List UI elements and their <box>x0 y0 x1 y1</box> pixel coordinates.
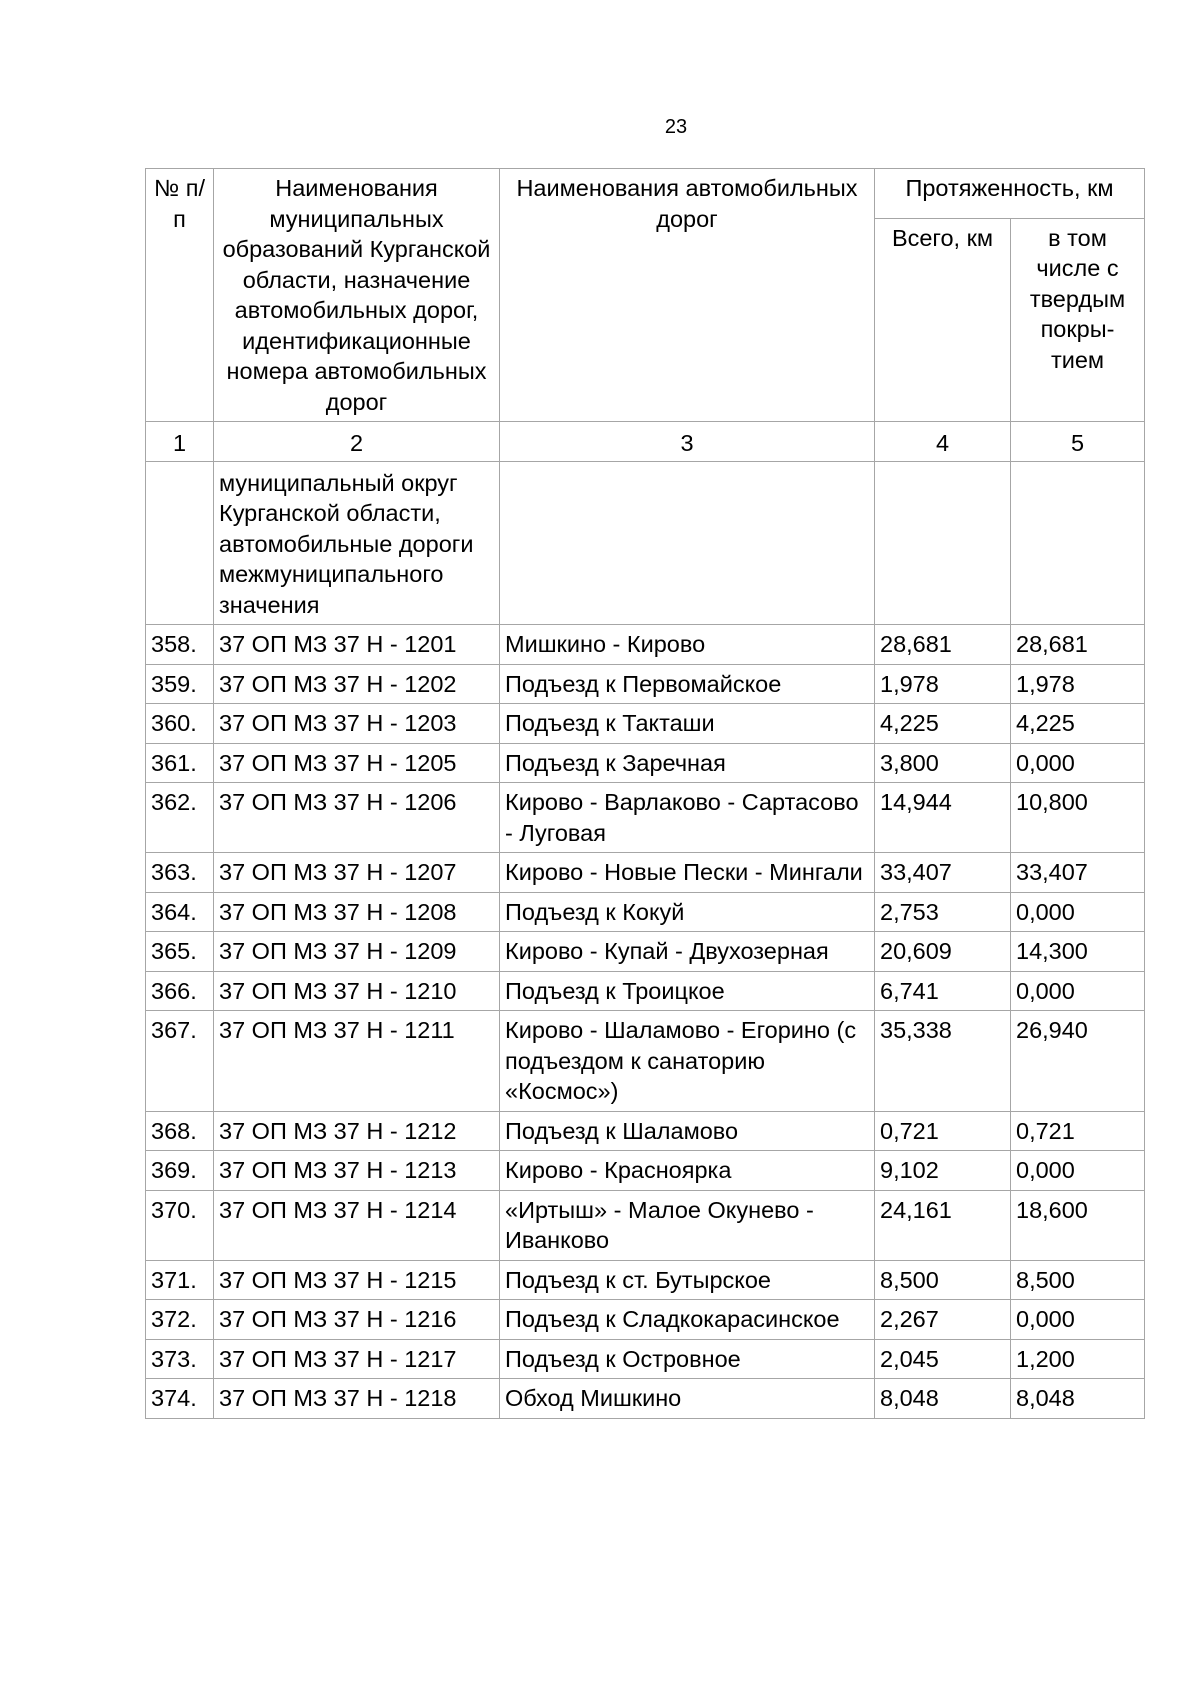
road-name: Кирово - Шаламово - Егорино (с подъездом к санаторию «Космос») <box>500 1011 875 1112</box>
row-number: 361. <box>146 743 214 783</box>
length-total: 20,609 <box>875 932 1011 972</box>
column-number: 5 <box>1011 422 1145 462</box>
section-row <box>146 461 1145 625</box>
road-name: Обход Мишкино <box>500 1379 875 1419</box>
row-number: 368. <box>146 1111 214 1151</box>
table-row <box>146 783 1145 853</box>
length-total: 1,978 <box>875 664 1011 704</box>
table-row <box>146 1011 1145 1112</box>
row-number: 360. <box>146 704 214 744</box>
length-hard-surface: 10,800 <box>1011 783 1145 853</box>
length-total: 9,102 <box>875 1151 1011 1191</box>
section-empty-cell <box>146 461 214 625</box>
table-row <box>146 664 1145 704</box>
length-total: 2,045 <box>875 1339 1011 1379</box>
table-row <box>146 1379 1145 1419</box>
length-hard-surface: 8,048 <box>1011 1379 1145 1419</box>
length-total: 2,267 <box>875 1300 1011 1340</box>
road-id: 37 ОП МЗ 37 Н - 1213 <box>214 1151 500 1191</box>
length-hard-surface: 1,200 <box>1011 1339 1145 1379</box>
header-road-names: Наименования автомобильных дорог <box>500 169 875 422</box>
length-total: 24,161 <box>875 1190 1011 1260</box>
roads-table <box>145 168 1145 1419</box>
road-name: Подъезд к Троицкое <box>500 971 875 1011</box>
row-number: 374. <box>146 1379 214 1419</box>
road-id: 37 ОП МЗ 37 Н - 1205 <box>214 743 500 783</box>
road-name: Кирово - Купай - Двухозерная <box>500 932 875 972</box>
length-hard-surface: 14,300 <box>1011 932 1145 972</box>
road-name: Подъезд к Сладкокарасинское <box>500 1300 875 1340</box>
section-label: муниципальный округ Курганской области, автомобильные дороги межмуниципального значения <box>214 461 500 625</box>
road-id: 37 ОП МЗ 37 Н - 1201 <box>214 625 500 665</box>
table-row <box>146 932 1145 972</box>
length-hard-surface: 0,000 <box>1011 743 1145 783</box>
road-id: 37 ОП МЗ 37 Н - 1207 <box>214 853 500 893</box>
road-id: 37 ОП МЗ 37 Н - 1203 <box>214 704 500 744</box>
road-id: 37 ОП МЗ 37 Н - 1217 <box>214 1339 500 1379</box>
table-body <box>146 461 1145 1418</box>
road-id: 37 ОП МЗ 37 Н - 1208 <box>214 892 500 932</box>
length-total: 35,338 <box>875 1011 1011 1112</box>
road-id: 37 ОП МЗ 37 Н - 1209 <box>214 932 500 972</box>
header-length-group: Протяженность, км <box>875 169 1145 219</box>
header-number: № п/п <box>146 169 214 422</box>
road-id: 37 ОП МЗ 37 Н - 1215 <box>214 1260 500 1300</box>
length-total: 4,225 <box>875 704 1011 744</box>
road-name: Подъезд к Островное <box>500 1339 875 1379</box>
row-number: 373. <box>146 1339 214 1379</box>
length-hard-surface: 0,000 <box>1011 1151 1145 1191</box>
table-row <box>146 1260 1145 1300</box>
road-name: Подъезд к Шаламово <box>500 1111 875 1151</box>
length-hard-surface: 8,500 <box>1011 1260 1145 1300</box>
row-number: 362. <box>146 783 214 853</box>
length-hard-surface: 0,721 <box>1011 1111 1145 1151</box>
row-number: 370. <box>146 1190 214 1260</box>
row-number: 358. <box>146 625 214 665</box>
table-row <box>146 743 1145 783</box>
row-number: 359. <box>146 664 214 704</box>
length-hard-surface: 33,407 <box>1011 853 1145 893</box>
column-numbers-row <box>146 422 1145 462</box>
section-empty-cell <box>1011 461 1145 625</box>
road-id: 37 ОП МЗ 37 Н - 1210 <box>214 971 500 1011</box>
header-hard-surface: в том числе с твердым покры-тием <box>1011 218 1145 421</box>
length-total: 6,741 <box>875 971 1011 1011</box>
column-number: 1 <box>146 422 214 462</box>
road-name: Подъезд к Кокуй <box>500 892 875 932</box>
row-number: 366. <box>146 971 214 1011</box>
row-number: 372. <box>146 1300 214 1340</box>
table-row <box>146 1300 1145 1340</box>
table-row <box>146 853 1145 893</box>
length-hard-surface: 26,940 <box>1011 1011 1145 1112</box>
road-name: Кирово - Красноярка <box>500 1151 875 1191</box>
length-total: 3,800 <box>875 743 1011 783</box>
row-number: 367. <box>146 1011 214 1112</box>
section-empty-cell <box>875 461 1011 625</box>
road-id: 37 ОП МЗ 37 Н - 1214 <box>214 1190 500 1260</box>
road-name: Мишкино - Кирово <box>500 625 875 665</box>
length-hard-surface: 0,000 <box>1011 971 1145 1011</box>
table-row <box>146 892 1145 932</box>
length-total: 33,407 <box>875 853 1011 893</box>
road-name: Подъезд к Такташи <box>500 704 875 744</box>
row-number: 365. <box>146 932 214 972</box>
length-total: 2,753 <box>875 892 1011 932</box>
length-hard-surface: 28,681 <box>1011 625 1145 665</box>
road-id: 37 ОП МЗ 37 Н - 1218 <box>214 1379 500 1419</box>
table-row <box>146 1151 1145 1191</box>
road-name: Кирово - Варлаково - Сартасово - Луговая <box>500 783 875 853</box>
row-number: 371. <box>146 1260 214 1300</box>
table-row <box>146 625 1145 665</box>
page-number: 23 <box>664 116 688 138</box>
road-name: Подъезд к Первомайское <box>500 664 875 704</box>
table-row <box>146 1190 1145 1260</box>
column-number: 2 <box>214 422 500 462</box>
road-id: 37 ОП МЗ 37 Н - 1206 <box>214 783 500 853</box>
length-total: 0,721 <box>875 1111 1011 1151</box>
row-number: 363. <box>146 853 214 893</box>
row-number: 369. <box>146 1151 214 1191</box>
length-hard-surface: 0,000 <box>1011 892 1145 932</box>
table-row <box>146 971 1145 1011</box>
table-row <box>146 1111 1145 1151</box>
road-name: «Иртыш» - Малое Окунево - Иванково <box>500 1190 875 1260</box>
length-total: 14,944 <box>875 783 1011 853</box>
road-id: 37 ОП МЗ 37 Н - 1211 <box>214 1011 500 1112</box>
road-name: Подъезд к ст. Бутырское <box>500 1260 875 1300</box>
length-total: 28,681 <box>875 625 1011 665</box>
road-id: 37 ОП МЗ 37 Н - 1202 <box>214 664 500 704</box>
table-header <box>146 169 1145 462</box>
road-name: Подъезд к Заречная <box>500 743 875 783</box>
row-number: 364. <box>146 892 214 932</box>
column-number: 3 <box>500 422 875 462</box>
column-number: 4 <box>875 422 1011 462</box>
road-id: 37 ОП МЗ 37 Н - 1216 <box>214 1300 500 1340</box>
length-hard-surface: 0,000 <box>1011 1300 1145 1340</box>
length-total: 8,500 <box>875 1260 1011 1300</box>
length-hard-surface: 1,978 <box>1011 664 1145 704</box>
length-total: 8,048 <box>875 1379 1011 1419</box>
section-empty-cell <box>500 461 875 625</box>
length-hard-surface: 4,225 <box>1011 704 1145 744</box>
length-hard-surface: 18,600 <box>1011 1190 1145 1260</box>
table-row <box>146 704 1145 744</box>
header-total-km: Всего, км <box>875 218 1011 421</box>
header-municipal-names: Наименования муниципальных образований Курганской области, назначение автомобильных дорог, идентификационные номера автомобильных дорог <box>214 169 500 422</box>
road-id: 37 ОП МЗ 37 Н - 1212 <box>214 1111 500 1151</box>
table-row <box>146 1339 1145 1379</box>
road-name: Кирово - Новые Пески - Мингали <box>500 853 875 893</box>
